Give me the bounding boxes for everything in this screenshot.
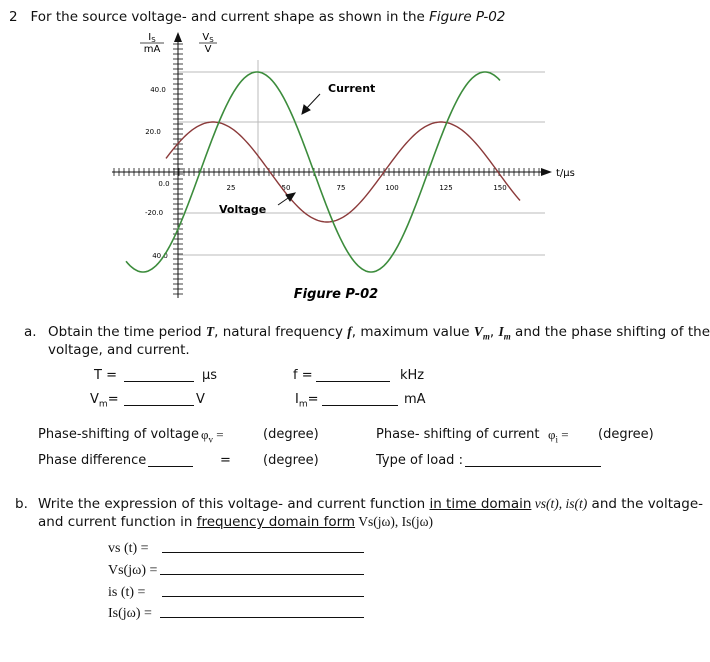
phase-difference-label: Phase difference — [38, 453, 147, 468]
figure-p02-plot — [0, 0, 675, 310]
phase-current-symbol: $\varphi_i$ = — [548, 427, 569, 445]
vmax-label: $V_m=$ — [90, 392, 119, 410]
axis-right-voltage-symbol: $V_S$ — [202, 32, 214, 44]
part-a-question-line2: voltage, and current. — [48, 342, 190, 358]
x-axis-label: t/µs — [556, 168, 575, 179]
is-time-blank[interactable] — [162, 596, 364, 597]
y-tick-label: -20.0 — [144, 209, 164, 217]
phase-current-label: Phase- shifting of current — [376, 427, 540, 442]
current-arrow — [302, 94, 320, 114]
is-time-label: is (t) = — [108, 585, 146, 600]
y-tick-label: 40.0 — [150, 86, 166, 94]
axis-left-unit: mA — [143, 44, 161, 55]
vs-freq-blank[interactable] — [160, 574, 364, 575]
phase-current-unit: (degree) — [598, 427, 654, 442]
phase-difference-eq: = — [220, 453, 231, 468]
question-number: 2 — [9, 9, 18, 25]
y-tick-label: 0.0 — [158, 180, 170, 188]
x-tick-label: 50 — [281, 184, 291, 192]
part-b-question-line1: Write the expression of this voltage- and current function in time domain vs(t), is(t) and the voltage- — [38, 496, 704, 512]
phase-difference-unit: (degree) — [263, 453, 319, 468]
axis-right-unit: V — [204, 44, 212, 55]
phase-difference-blank[interactable] — [148, 466, 193, 467]
x-tick-label: 150 — [493, 184, 507, 192]
part-a-question-line1: Obtain the time period T, natural frequency f, maximum value $V_m$, $I_m$ and the phase shifting of the — [48, 324, 710, 342]
part-b-letter: b. — [15, 496, 28, 512]
part-b-question-line2: and current function in frequency domain form Vs(jω), Is(jω) — [38, 514, 433, 530]
question-intro: For the source voltage- and current shape as shown in the — [30, 9, 430, 25]
x-tick-label: 125 — [439, 184, 453, 192]
vs-time-blank[interactable] — [162, 552, 364, 553]
is-freq-blank[interactable] — [160, 617, 364, 618]
y-tick-label: 20.0 — [145, 128, 161, 136]
period-label: T = — [94, 368, 117, 383]
imax-unit: mA — [404, 392, 426, 407]
imax-label: $I_m=$ — [295, 392, 319, 410]
vmax-answer-blank[interactable] — [124, 405, 194, 406]
voltage-arrow — [278, 193, 295, 205]
period-answer-blank[interactable] — [124, 381, 194, 382]
imax-answer-blank[interactable] — [322, 405, 398, 406]
axis-left-current-symbol: $I_S$ — [148, 32, 156, 44]
phase-voltage-label: Phase-shifting of voltage — [38, 427, 200, 442]
figure-caption: Figure P-02 — [293, 287, 379, 302]
vs-time-label: vs (t) = — [108, 541, 149, 556]
load-type-label: Type of load : — [376, 453, 463, 468]
period-unit: µs — [202, 368, 218, 383]
vs-freq-label: Vs(jω) = — [108, 563, 158, 578]
phase-voltage-symbol: $\varphi_v$ = — [201, 427, 224, 445]
figure-reference: Figure P-02 — [429, 9, 506, 25]
x-tick-label: 25 — [226, 184, 236, 192]
phase-voltage-unit: (degree) — [263, 427, 319, 442]
is-freq-label: Is(jω) = — [108, 606, 152, 621]
y-tick-label: 40.0 — [152, 252, 168, 260]
voltage-label: Voltage — [219, 203, 267, 216]
vmax-unit: V — [196, 392, 205, 407]
current-label: Current — [328, 82, 376, 95]
load-type-blank[interactable] — [465, 466, 601, 467]
part-a-letter: a. — [24, 324, 37, 340]
x-tick-label: 75 — [336, 184, 346, 192]
frequency-unit: kHz — [400, 368, 425, 383]
frequency-label: f = — [293, 368, 313, 383]
frequency-answer-blank[interactable] — [316, 381, 390, 382]
x-tick-label: 100 — [385, 184, 399, 192]
